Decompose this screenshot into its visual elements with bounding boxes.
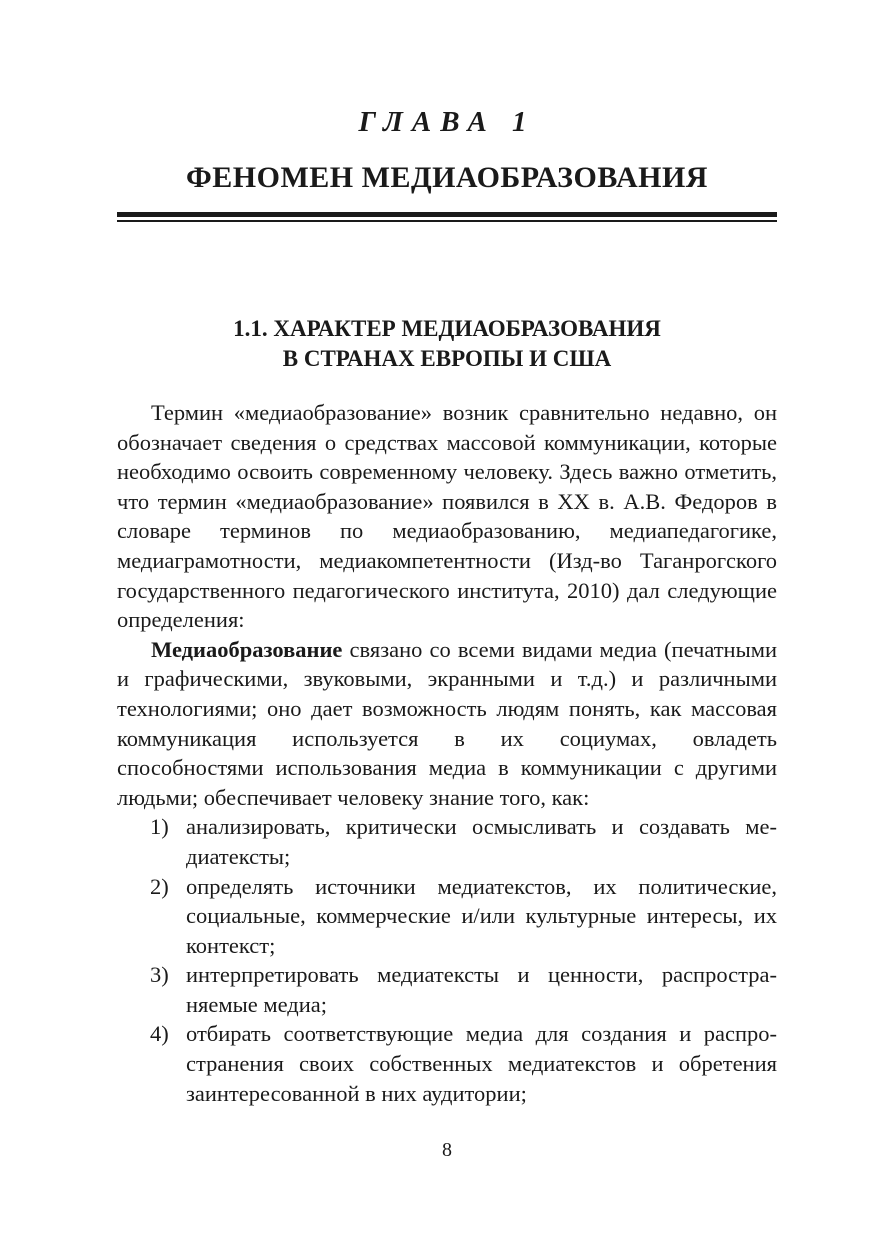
list-item-number: 2)	[150, 873, 169, 899]
section-title	[117, 314, 777, 374]
list-item-number: 3)	[150, 962, 169, 988]
skills-list	[117, 812, 777, 1108]
page-number: 8	[442, 1139, 452, 1161]
section-title-line-2: В СТРАНАХ ЕВРОПЫ И США	[282, 346, 612, 371]
section-title-line-1: 1.1. ХАРАКТЕР МЕДИАОБРАЗОВАНИЯ	[233, 316, 661, 341]
body-text	[117, 398, 777, 1108]
list-item-number: 1)	[150, 814, 169, 840]
intro-paragraph: Термин «медиаобразование» возник сравнительно недавно, он обозначает сведения о средствах массовой коммуникации, которые необходимо освоить современному человеку. Здесь важно отметить, что термин «медиаобразование» появился в XX в. А.В. Федоров в словаре терминов по медиаобразованию, медиапедагогике, медиаграмотности, медиакомпетентности (Изд-во Таганрогского государственного педагогического института, 2010) дал следующие определения:	[117, 400, 777, 633]
chapter-title: ФЕНОМЕН МЕДИАОБРАЗОВАНИЯ	[186, 161, 708, 194]
list-item-text: интерпретировать медиатексты и ценности, распространяемые медиа;	[186, 962, 777, 1017]
list-item-text: анализировать, критически осмысливать и создавать медиатексты;	[186, 814, 777, 869]
list-item-text: определять источники медиатекстов, их политические, социальные, коммерческие и/или культурные интересы, их контекст;	[186, 873, 777, 958]
book-page	[117, 0, 777, 1241]
list-item	[117, 1019, 777, 1108]
list-item-text: отбирать соответствующие медиа для создания и распространения своих собственных медиатекстов и обретения заинтересованной в них аудитории;	[186, 1021, 777, 1106]
chapter-divider	[117, 212, 777, 222]
definition-term: Медиаобразование	[151, 636, 343, 662]
list-item	[117, 812, 777, 871]
list-item	[117, 960, 777, 1019]
list-item-number: 4)	[150, 1021, 169, 1047]
definition-text: связано со всеми видами медиа (печатными и графическими, звуковыми, экранными и т.д.) и различными технологиями; оно дает возможность людям понять, как массовая коммуникация используется в их социумах, овладеть способностями использования медиа в коммуникации с другими людьми; обеспечивает человеку знание того, как:	[117, 636, 777, 810]
list-item	[117, 872, 777, 961]
chapter-label: ГЛАВА 1	[358, 106, 536, 138]
definition-paragraph	[117, 635, 777, 813]
